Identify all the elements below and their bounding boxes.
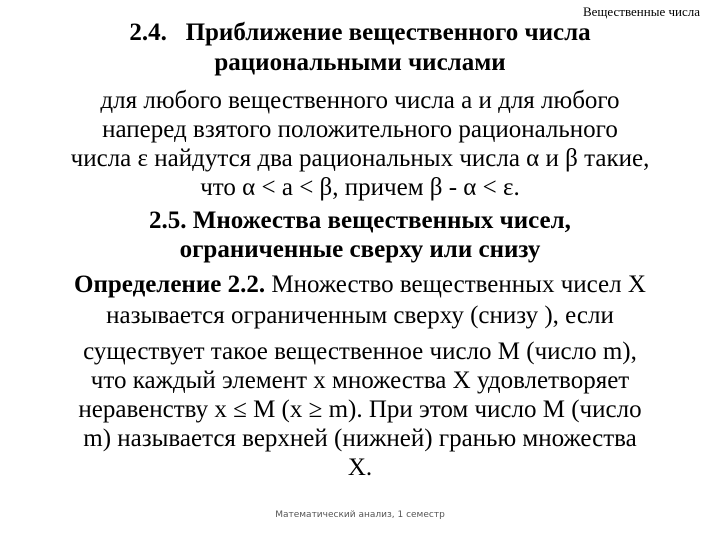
statement-line: числа ε найдутся два рациональных числа α и β такие, <box>70 145 650 172</box>
definition-line-1 <box>0 270 720 299</box>
section-2-5-title-line1: 2.5. Множества вещественных чисел, <box>149 207 571 234</box>
definition-line: m) называется верхней (нижней) гранью множества <box>83 425 637 452</box>
section-2-4-title-line2: рациональными числами <box>214 49 506 76</box>
section-2-4-title-line1 <box>0 18 720 47</box>
definition-line: существует такое вещественное число M (число m), <box>83 338 637 365</box>
definition-line: X. <box>347 454 373 481</box>
section-2-4-number: 2.4. <box>129 19 167 46</box>
statement-line: что α < a < β, причем β - α < ε. <box>200 174 520 201</box>
definition-line-1-text: Множество вещественных чисел X <box>265 271 646 298</box>
statement-line: наперед взятого положительного рационального <box>102 116 618 143</box>
section-2-5-title-line2: ограниченные сверху или снизу <box>179 236 541 263</box>
definition-line: называется ограниченным сверху (снизу ), если <box>106 302 614 329</box>
definition-line: что каждый элемент x множества X удовлетворяет <box>90 367 630 394</box>
definition-label: Определение 2.2. <box>74 271 266 298</box>
section-2-4-title-text: Приближение вещественного числа <box>185 19 591 46</box>
definition-line: неравенству x ≤ M (x ≥ m). При этом число M (число <box>78 396 642 423</box>
statement-line: для любого вещественного числа a и для любого <box>100 87 620 114</box>
header-note: Вещественные числа <box>582 4 700 19</box>
footer: Математический анализ, 1 семестр <box>275 510 445 520</box>
